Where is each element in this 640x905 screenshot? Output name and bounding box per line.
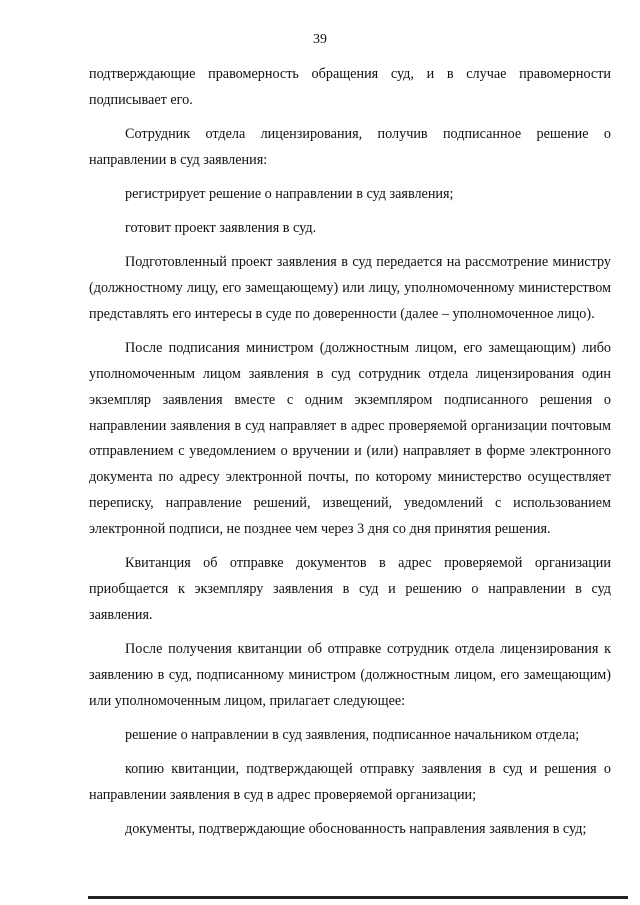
list-item: готовит проект заявления в суд.	[125, 220, 317, 237]
paragraph: Подготовленный проект заявления в суд передается на рассмотрение министру (должностному лицу, его замещающему) или лицу, уполномоченному министерством представлять его интересы в суде по доверенности (далее – уполномоченное лицо).	[89, 254, 611, 322]
paragraph: После подписания министром (должностным лицом, его замещающим) либо уполномоченным лицом заявления в суд сотрудник отдела лицензирования один экземпляр заявления вместе с одним экземпляром подписанного решения о направлении заявления в суд направляет в адрес проверяемой организации почтовым отправлением с уведомлением о вручении и (или) направляет в форме электронного документа по адресу электронной почты, по которому министерство осуществляет переписку, направление решений, извещений, уведомлений с использованием электронной подписи, не позднее чем через 3 дня со дня принятия решения.	[89, 340, 611, 537]
page-number: 39	[313, 32, 327, 47]
bottom-rule	[88, 896, 628, 899]
document-body	[89, 62, 611, 843]
list-item: решение о направлении в суд заявления, подписанное начальником отдела;	[125, 726, 580, 743]
paragraph-continuation: подтверждающие правомерность обращения суд, и в случае правомерности подписывает его.	[89, 66, 611, 108]
paragraph: После получения квитанции об отправке сотрудник отдела лицензирования к заявлению в суд, подписанному министром (должностным лицом, его замещающим) или уполномоченным лицом, прилагает следующее:	[89, 640, 611, 709]
paragraph: Сотрудник отдела лицензирования, получив подписанное решение о направлении в суд заявления:	[89, 125, 611, 168]
list-item: документы, подтверждающие обоснованность направления заявления в суд;	[125, 820, 587, 837]
list-item: регистрирует решение о направлении в суд заявления;	[125, 185, 454, 202]
list-item: копию квитанции, подтверждающей отправку заявления в суд и решения о направлении заявления в суд в адрес проверяемой организации;	[89, 760, 611, 803]
paragraph: Квитанция об отправке документов в адрес проверяемой организации приобщается к экземпляру заявления в суд и решению о направлении в суд заявления.	[89, 555, 611, 623]
